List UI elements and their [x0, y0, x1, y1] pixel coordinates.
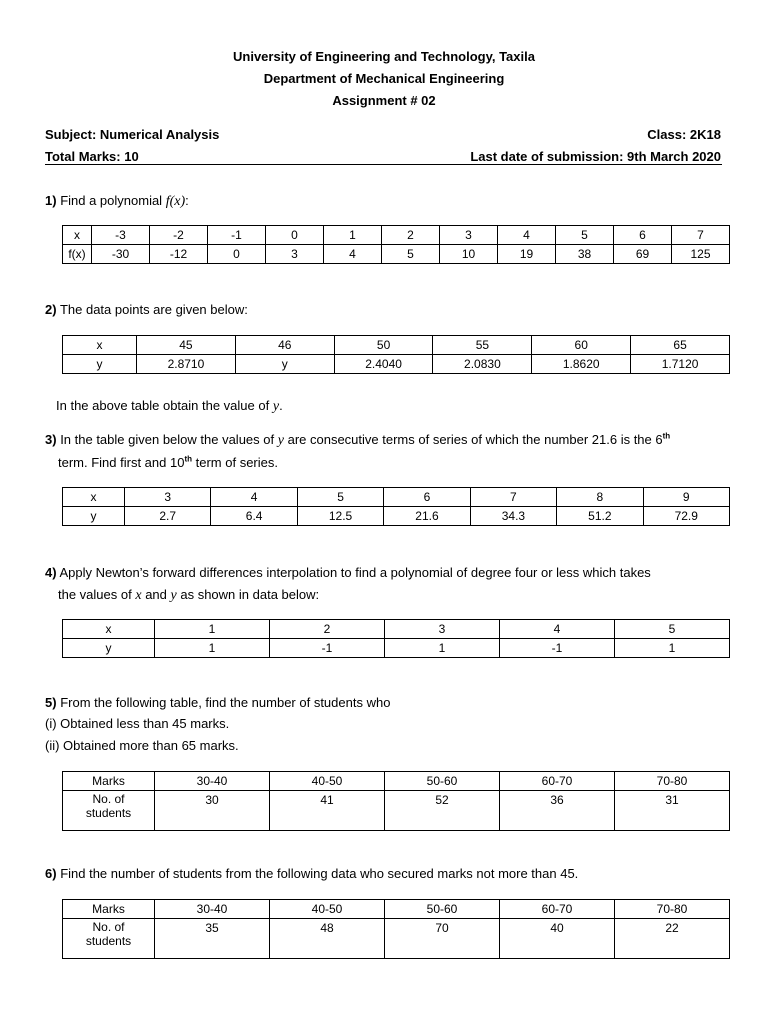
table-cell: y [63, 639, 155, 658]
q3-math: y [277, 433, 284, 448]
table-cell: 46 [235, 336, 334, 355]
table-cell: 7 [470, 488, 556, 507]
table-cell: -3 [92, 226, 150, 245]
q1-text [45, 193, 189, 210]
q3-table [62, 487, 730, 526]
q3-number: 3) [45, 432, 57, 447]
table-cell: 2.4040 [334, 355, 433, 374]
q3-sup2: th [184, 454, 193, 464]
table-cell: 0 [208, 245, 266, 264]
table-cell: 70-80 [615, 900, 730, 919]
q3-text-line2 [58, 455, 278, 470]
table-row [63, 900, 730, 919]
subject-label: Subject: Numerical Analysis [45, 127, 220, 142]
table-cell: 70-80 [615, 772, 730, 791]
table-cell: -1 [500, 639, 615, 658]
q2-after-math: y [272, 399, 280, 414]
q4-prompt-c: as shown in data below: [180, 587, 320, 602]
table-cell: No. of students [63, 919, 155, 959]
table-cell: 55 [433, 336, 532, 355]
table-cell: 6.4 [211, 507, 297, 526]
table-cell: 1 [155, 620, 270, 639]
q2-after-text [56, 398, 283, 415]
table-cell: 1 [615, 639, 730, 658]
table-cell: 12.5 [297, 507, 383, 526]
q5-prompt: From the following table, find the number of students who [60, 695, 391, 710]
university-title: University of Engineering and Technology, Taxila [233, 49, 535, 64]
table-cell: 41 [270, 791, 385, 831]
table-row [63, 772, 730, 791]
table-cell: 34.3 [470, 507, 556, 526]
table-cell: 4 [498, 226, 556, 245]
table-cell: x [63, 620, 155, 639]
q4-prompt-and: and [145, 587, 167, 602]
q2-after-end: . [279, 398, 283, 413]
q2-table [62, 335, 730, 374]
table-cell: 52 [385, 791, 500, 831]
table-row [63, 245, 730, 264]
table-cell: 1.8620 [532, 355, 631, 374]
table-cell: 1 [155, 639, 270, 658]
table-cell: 3 [266, 245, 324, 264]
table-cell: y [63, 355, 137, 374]
q5-line-i: (i) Obtained less than 45 marks. [45, 716, 230, 731]
header-divider [45, 164, 722, 165]
q2-prompt: The data points are given below: [59, 302, 248, 317]
table-row [63, 639, 730, 658]
q4-math-x: x [135, 588, 142, 603]
table-cell: 2 [270, 620, 385, 639]
table-cell: 48 [270, 919, 385, 959]
q3-prompt-a: In the table given below the values of [60, 432, 275, 447]
table-cell: 30-40 [155, 772, 270, 791]
table-cell: -1 [208, 226, 266, 245]
table-cell: 45 [137, 336, 236, 355]
q2-number: 2) [45, 302, 57, 317]
q4-prompt-b: the values of [58, 587, 132, 602]
q3-prompt-b: are consecutive terms of series of which the number 21.6 is the 6 [287, 432, 663, 447]
table-cell: 8 [557, 488, 643, 507]
table-row [63, 791, 730, 831]
q2-after-prompt: In the above table obtain the value of [56, 398, 270, 413]
table-cell: 40-50 [270, 772, 385, 791]
table-cell: 30-40 [155, 900, 270, 919]
q1-prompt: Find a polynomial [60, 193, 163, 208]
q3-prompt-c: term. Find first and 10 [58, 455, 185, 470]
table-cell: 31 [615, 791, 730, 831]
q4-math-y: y [170, 588, 177, 603]
table-cell: 60-70 [500, 900, 615, 919]
table-cell: 0 [266, 226, 324, 245]
table-cell: 6 [384, 488, 470, 507]
table-cell: 4 [324, 245, 382, 264]
q3-prompt-d: term of series. [195, 455, 278, 470]
q6-number: 6) [45, 866, 57, 881]
table-cell: 10 [440, 245, 498, 264]
q1-math: f(x) [165, 194, 186, 209]
q5-line-ii: (ii) Obtained more than 65 marks. [45, 738, 239, 753]
table-row [63, 488, 730, 507]
table-cell: x [63, 226, 92, 245]
q5-number: 5) [45, 695, 57, 710]
table-cell: 4 [211, 488, 297, 507]
table-cell: No. of students [63, 791, 155, 831]
table-cell: -1 [270, 639, 385, 658]
table-cell: Marks [63, 772, 155, 791]
q4-table [62, 619, 730, 658]
table-row [63, 226, 730, 245]
q6-table [62, 899, 730, 959]
table-cell: 50-60 [385, 772, 500, 791]
table-cell: y [63, 507, 125, 526]
table-row [63, 355, 730, 374]
table-cell: 9 [643, 488, 729, 507]
table-cell: 125 [672, 245, 730, 264]
table-cell: 65 [631, 336, 730, 355]
table-cell: 4 [500, 620, 615, 639]
table-cell: -2 [150, 226, 208, 245]
q1-colon: : [185, 193, 189, 208]
q4-text-line1 [45, 565, 651, 580]
table-cell: 38 [556, 245, 614, 264]
table-cell: 30 [155, 791, 270, 831]
table-cell: 69 [614, 245, 672, 264]
table-cell: 2 [382, 226, 440, 245]
assignment-title: Assignment # 02 [332, 93, 436, 108]
table-cell: 21.6 [384, 507, 470, 526]
table-cell: f(x) [63, 245, 92, 264]
table-cell: 2.8710 [137, 355, 236, 374]
table-cell: 60 [532, 336, 631, 355]
table-cell: 1.7120 [631, 355, 730, 374]
table-cell: Marks [63, 900, 155, 919]
department-title: Department of Mechanical Engineering [263, 71, 505, 86]
table-cell: 35 [155, 919, 270, 959]
table-cell: x [63, 488, 125, 507]
table-cell: 2.0830 [433, 355, 532, 374]
q4-text-line2 [58, 587, 319, 604]
table-cell: 1 [324, 226, 382, 245]
q4-prompt-a: Apply Newton’s forward differences interpolation to find a polynomial of degree four or less which takes [59, 565, 651, 580]
q1-number: 1) [45, 193, 57, 208]
table-cell: 22 [615, 919, 730, 959]
q5-text [45, 695, 390, 710]
table-row [63, 336, 730, 355]
q6-text [45, 866, 578, 881]
last-date-label: Last date of submission: 9th March 2020 [470, 149, 721, 164]
table-cell: 7 [672, 226, 730, 245]
table-cell: 51.2 [557, 507, 643, 526]
table-cell: 40 [500, 919, 615, 959]
table-cell: 72.9 [643, 507, 729, 526]
table-row [63, 919, 730, 959]
q3-text-line1 [45, 432, 670, 449]
table-cell: 1 [385, 639, 500, 658]
table-cell: 19 [498, 245, 556, 264]
total-marks-label: Total Marks: 10 [45, 149, 139, 164]
class-label: Class: 2K18 [647, 127, 721, 142]
table-row [63, 620, 730, 639]
table-cell: y [235, 355, 334, 374]
q1-table [62, 225, 730, 264]
table-cell: 5 [615, 620, 730, 639]
table-cell: 6 [614, 226, 672, 245]
table-cell: x [63, 336, 137, 355]
table-cell: 50-60 [385, 900, 500, 919]
table-cell: 3 [125, 488, 211, 507]
table-cell: 3 [440, 226, 498, 245]
table-cell: 36 [500, 791, 615, 831]
q6-prompt: Find the number of students from the following data who secured marks not more than 45. [60, 866, 579, 881]
table-cell: 3 [385, 620, 500, 639]
table-row [63, 507, 730, 526]
table-cell: 70 [385, 919, 500, 959]
table-cell: 5 [382, 245, 440, 264]
table-cell: 5 [297, 488, 383, 507]
table-cell: -30 [92, 245, 150, 264]
table-cell: 50 [334, 336, 433, 355]
table-cell: 40-50 [270, 900, 385, 919]
table-cell: 60-70 [500, 772, 615, 791]
q4-number: 4) [45, 565, 57, 580]
table-cell: 2.7 [125, 507, 211, 526]
table-cell: 5 [556, 226, 614, 245]
q5-table [62, 771, 730, 831]
q3-sup1: th [662, 431, 671, 441]
q2-text [45, 302, 248, 317]
table-cell: -12 [150, 245, 208, 264]
